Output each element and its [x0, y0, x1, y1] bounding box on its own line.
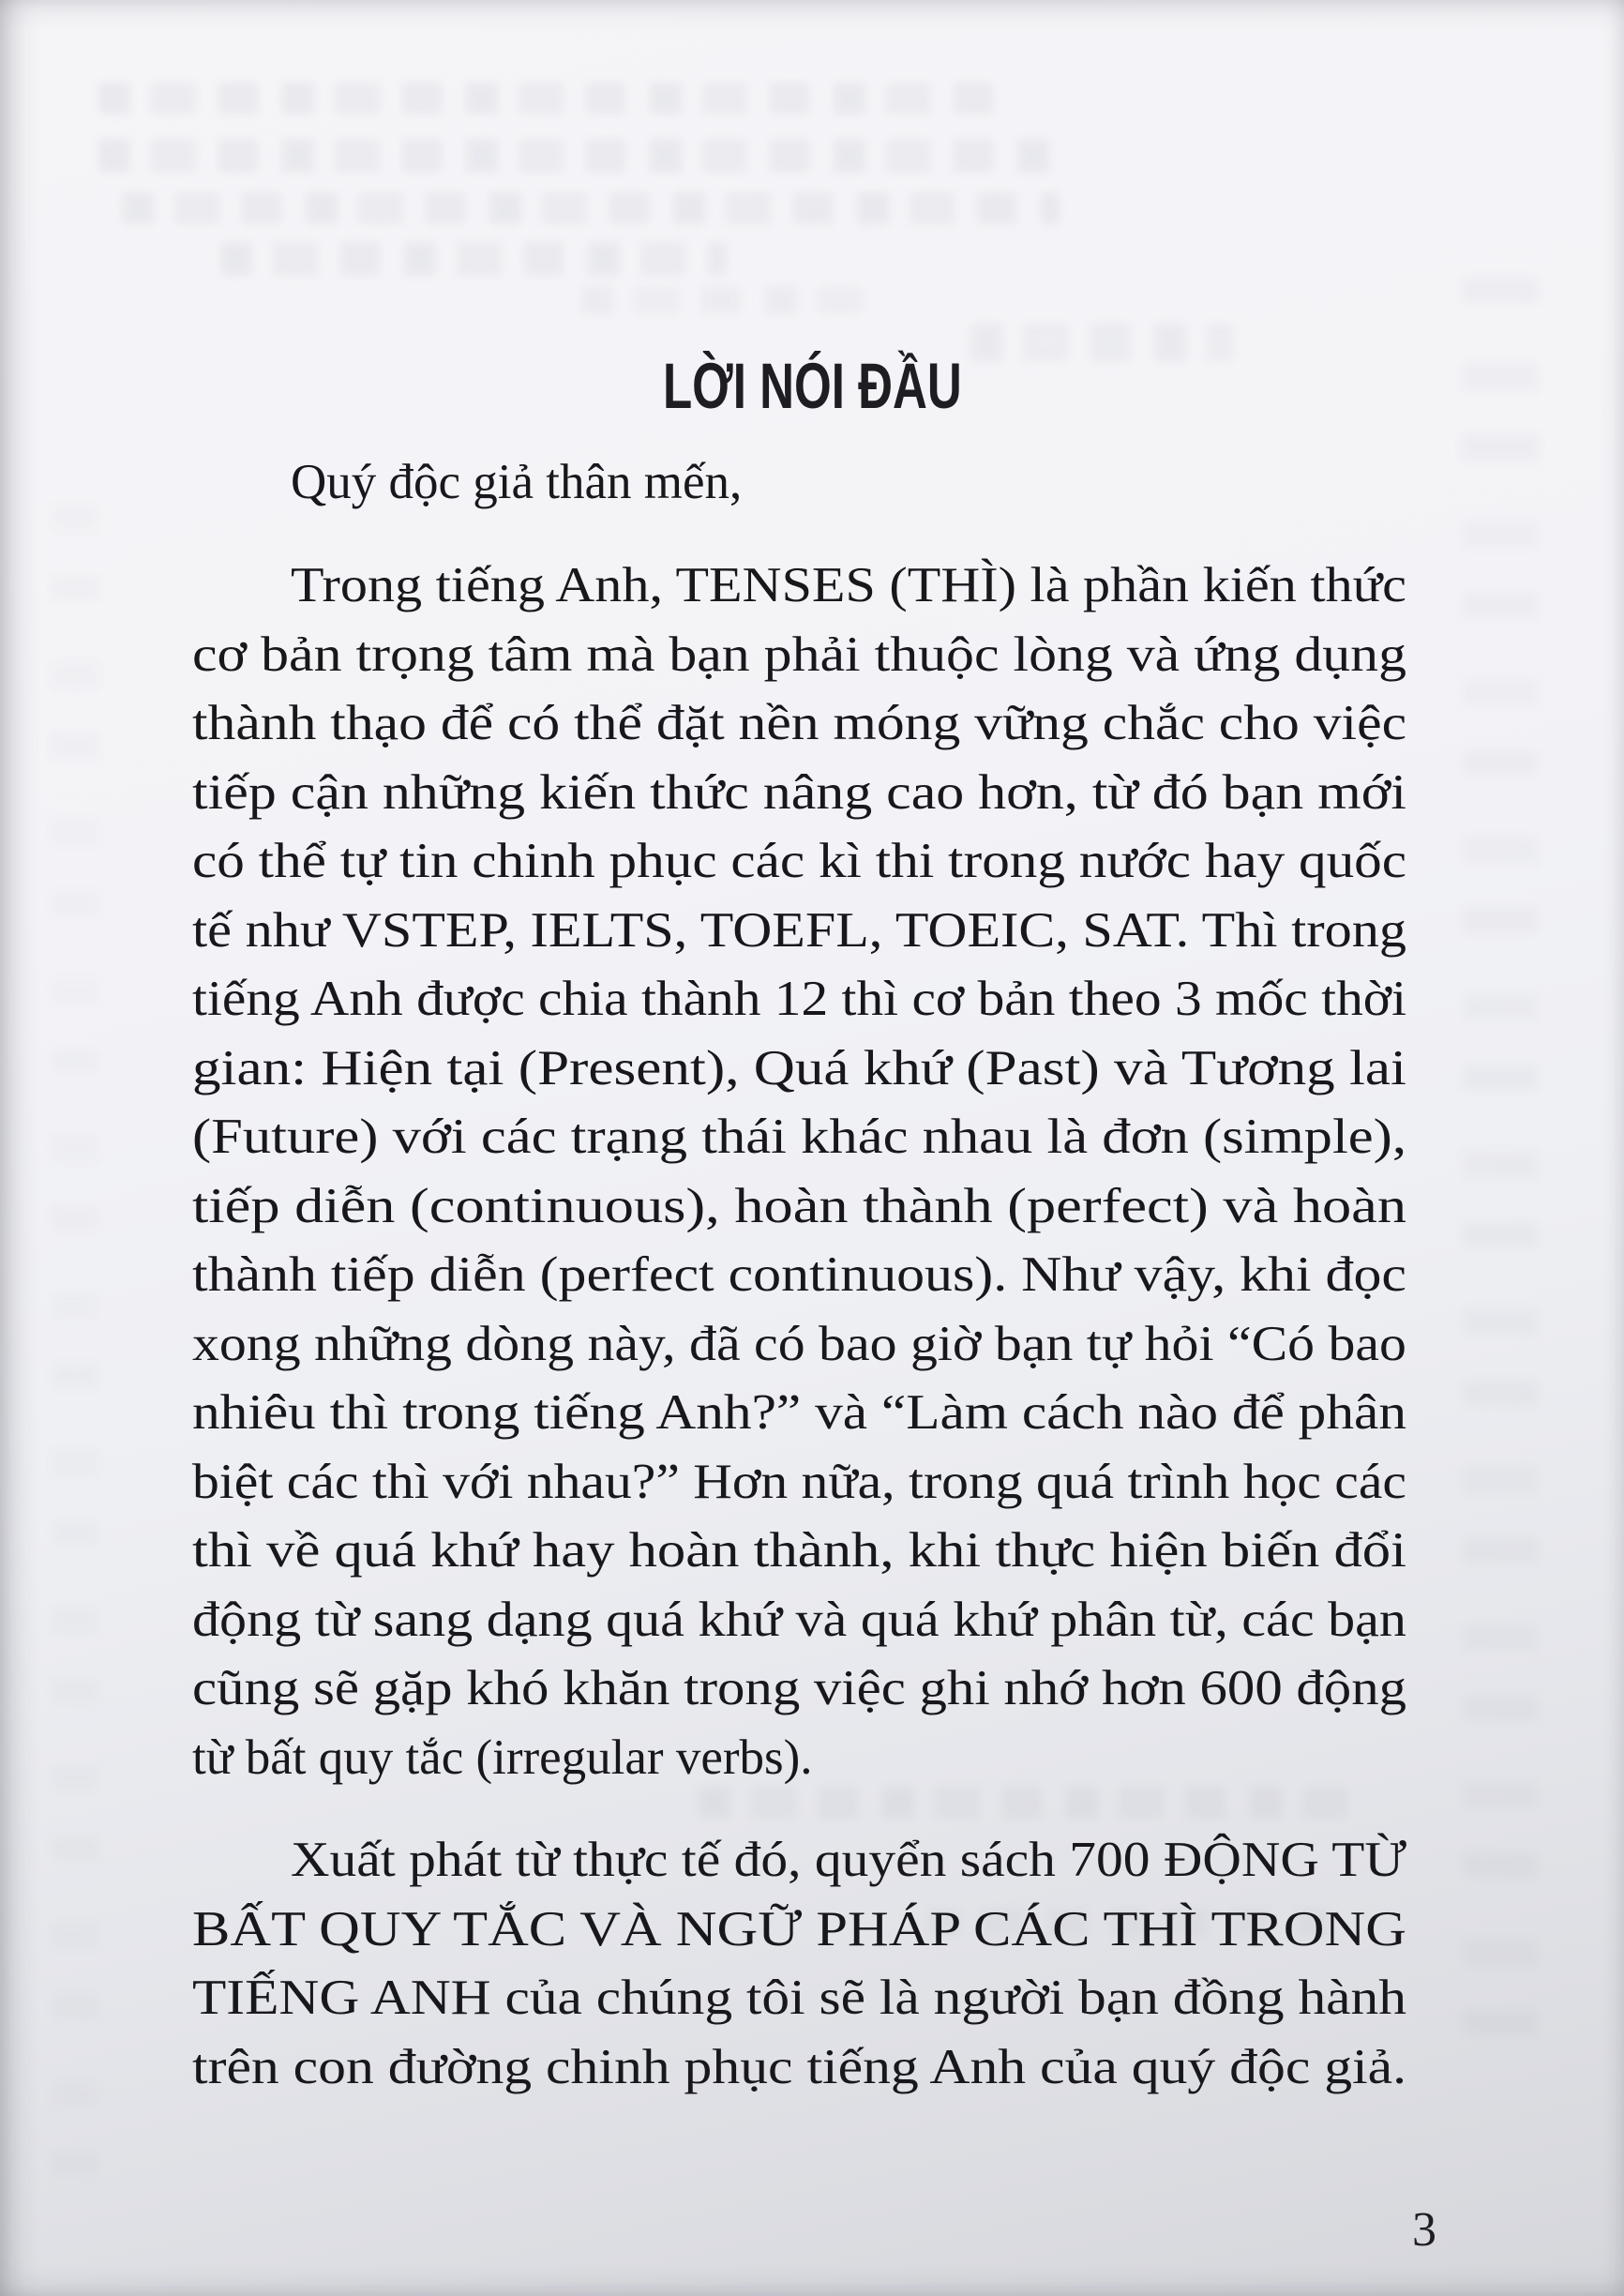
paragraph-line: tiếng Anh được chia thành 12 thì cơ bản theo 3 mốc thời: [192, 972, 1407, 1026]
paragraph-line: cơ bản trọng tâm mà bạn phải thuộc lòng và ứng dụng: [192, 627, 1406, 682]
paragraph-line: xong những dòng này, đã có bao giờ bạn tự hỏi “Có bao: [192, 1316, 1406, 1371]
greeting-line: Quý độc giả thân mến,: [291, 455, 743, 509]
bleed-through-right-margin: [1463, 253, 1538, 2035]
bleed-through-top-5: [581, 286, 863, 314]
paragraph-line: thì về quá khứ hay hoàn thành, khi thực hiện biến đổi: [192, 1523, 1406, 1578]
paragraph-line: cũng sẽ gặp khó khăn trong việc ghi nhớ hơn 600 động: [192, 1661, 1407, 1715]
paragraph-line: động từ sang dạng quá khứ và quá khứ phân từ, các bạn: [192, 1592, 1406, 1647]
paragraph-line: nhiêu thì trong tiếng Anh?” và “Làm cách nào để phân: [192, 1385, 1406, 1440]
bleed-through-top-3: [122, 192, 1060, 224]
bleed-through-top-4: [220, 242, 727, 276]
bleed-through-left-margin: [52, 488, 98, 2176]
paragraph-line: Trong tiếng Anh, TENSES (THÌ) là phần kiến thức: [291, 558, 1406, 612]
paragraph-line: tế như VSTEP, IELTS, TOEFL, TOEIC, SAT. Thì trong: [192, 902, 1406, 958]
paragraph-line: Xuất phát từ thực tế đó, quyển sách 700 ĐỘNG TỪ: [291, 1833, 1406, 1887]
intro-paragraph: [192, 551, 1406, 1792]
paragraph-line: tiếp cận những kiến thức nâng cao hơn, từ đó bạn mới: [192, 764, 1407, 820]
bleed-through-top-1: [98, 83, 1017, 114]
closing-paragraph: [192, 1826, 1406, 2102]
paragraph-line: BẤT QUY TẮC VÀ NGỮ PHÁP CÁC THÌ TRONG: [192, 1901, 1406, 1956]
greeting-paragraph: [192, 448, 1406, 518]
paragraph-line: (Future) với các trạng thái khác nhau là đơn (simple),: [192, 1110, 1406, 1164]
paragraph-line: gian: Hiện tại (Present), Quá khứ (Past) và Tương lai: [192, 1040, 1406, 1095]
page-number: 3: [1412, 2203, 1436, 2257]
paragraph-line: tiếp diễn (continuous), hoàn thành (perfect) và hoàn: [192, 1178, 1407, 1233]
paragraph-line: thành tiếp diễn (perfect continuous). Như vậy, khi đọc: [192, 1247, 1406, 1302]
paragraph-line: biệt các thì với nhau?” Hơn nữa, trong quá trình học các: [192, 1454, 1407, 1509]
bleed-through-top-2: [98, 139, 1055, 173]
paragraph-line: thành thạo để có thể đặt nền móng vững chắc cho việc: [192, 696, 1407, 750]
paragraph-line: trên con đường chinh phục tiếng Anh của quý độc giả.: [192, 2039, 1407, 2094]
page-title: LỜI NÓI ĐẦU: [662, 350, 962, 423]
paragraph-line: có thể tự tin chinh phục các kì thi trong nước hay quốc: [192, 834, 1407, 888]
paragraph-line: TIẾNG ANH của chúng tôi sẽ là người bạn đồng hành: [192, 1971, 1406, 2025]
paragraph-line: từ bất quy tắc (irregular verbs).: [192, 1730, 813, 1785]
